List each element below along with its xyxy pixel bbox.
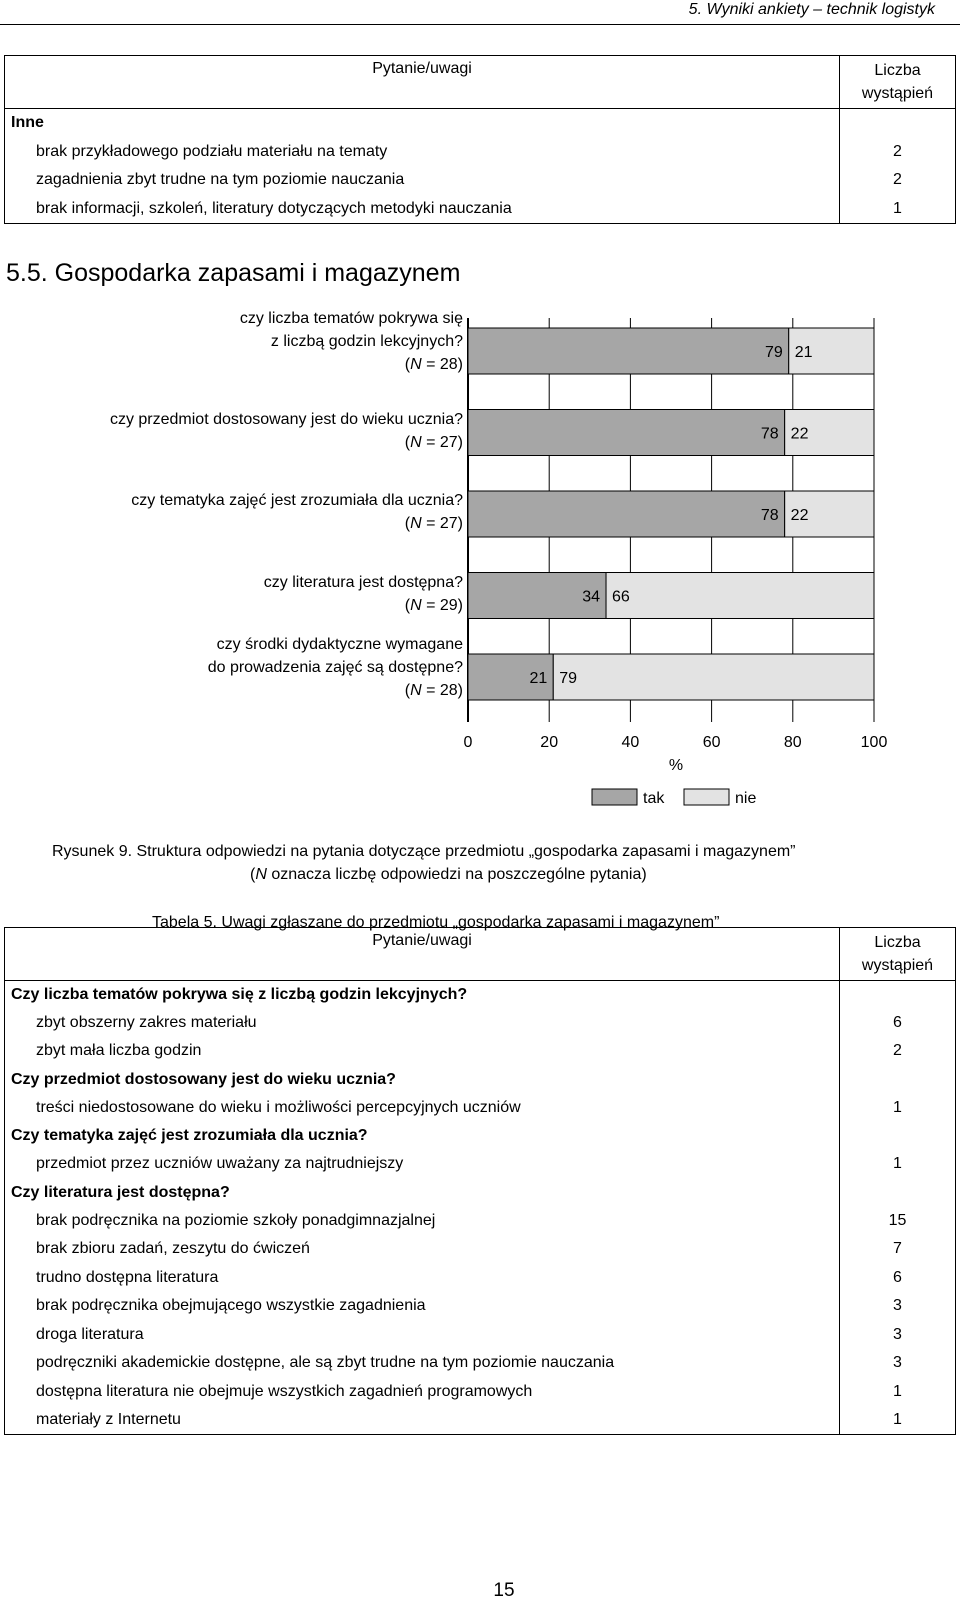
category-label-line [131,512,463,535]
category-label [208,633,463,702]
bar-tak [468,410,785,456]
category-count-cell [840,1066,956,1094]
category-label-line: czy tematyka zajęć jest zrozumiała dla ucznia? [131,492,463,509]
table-row [5,195,956,224]
row-count: 7 [840,1235,956,1264]
n-open: ( [404,356,411,373]
data-label-nie: 21 [794,344,813,361]
row-count: 1 [840,1378,956,1407]
category-label: Inne [5,109,840,138]
row-text: zagadnienia zbyt trudne na tym poziomie nauczania [5,166,840,195]
row-text: podręczniki akademickie dostępne, ale są zbyt trudne na tym poziomie nauczania [5,1349,840,1378]
row-count: 15 [840,1207,956,1236]
data-label-tak: 34 [582,588,601,606]
category-label-line [240,353,463,376]
chart-svg [0,318,960,818]
n-value: = 28) [421,682,463,699]
table-category-row [5,1066,956,1094]
row-text: materiały z Internetu [5,1406,840,1435]
table-prev [4,55,956,224]
n-value: = 27) [421,515,463,532]
col-header-question: Pytanie/uwagi [5,56,840,109]
row-text: trudno dostępna literatura [5,1264,840,1293]
n-symbol: N [410,356,422,373]
x-tick-label: 80 [783,734,802,751]
row-count: 3 [840,1292,956,1321]
category-label-line [264,594,463,617]
bar-nie [553,654,874,700]
x-tick-label: 20 [540,734,559,751]
x-axis-label: % [668,757,684,774]
table-row [5,1264,956,1293]
data-label-tak: 21 [529,670,548,687]
row-text: brak zbioru zadań, zeszytu do ćwiczeń [5,1235,840,1264]
page-number: 15 [493,1580,515,1601]
row-count: 2 [840,166,956,195]
bar-nie [606,573,874,619]
running-header: 5. Wyniki ankiety – technik logistyk [688,1,935,18]
col-header-count: Liczba wystąpień [840,928,956,981]
row-count: 2 [840,1037,956,1066]
table5-caption: Tabela 5. Uwagi zgłaszane do przedmiotu „gospodarka zapasami i magazynem” [152,914,720,931]
row-count: 1 [840,1094,956,1123]
category-label-line: czy środki dydaktyczne wymagane [216,636,463,653]
category-label [240,307,463,376]
table-category-row [5,981,956,1009]
n-symbol: N [410,682,422,699]
category-label: Czy liczba tematów pokrywa się z liczbą godzin lekcyjnych? [5,981,840,1009]
section-title: 5.5. Gospodarka zapasami i magazynem [6,259,461,287]
n-open: ( [404,596,411,614]
col-header-count: Liczba wystąpień [840,56,956,109]
x-tick-label: 0 [463,734,473,751]
table-row [5,1378,956,1407]
caption-rest: oznacza liczbę odpowiedzi na poszczególne pytania) [266,866,647,883]
category-label-line: czy przedmiot dostosowany jest do wieku ucznia? [109,410,463,428]
data-label-nie: 66 [612,588,630,606]
legend-swatch-nie [684,789,729,805]
category-label: Czy literatura jest dostępna? [5,1179,840,1207]
bar-tak [468,328,789,374]
table-row [5,1292,956,1321]
category-label-line [110,431,463,454]
legend-label-nie: nie [735,790,757,807]
table-row [5,1094,956,1123]
row-count: 1 [840,1150,956,1179]
n-value: = 28) [421,356,463,373]
table-row [5,1207,956,1236]
row-count: 6 [840,1009,956,1038]
caption-paren: ( [250,866,256,883]
row-text: brak podręcznika na poziomie szkoły ponadgimnazjalnej [5,1207,840,1236]
row-text: brak informacji, szkoleń, literatury dotyczących metodyki nauczania [5,195,840,224]
category-label [131,489,463,535]
table-row [5,166,956,195]
table-row [5,1235,956,1264]
n-symbol: N [410,433,422,451]
x-tick-label: 40 [621,734,640,751]
table-category-row [5,1179,956,1207]
row-text: brak podręcznika obejmującego wszystkie zagadnienia [5,1292,840,1321]
n-symbol: N [410,596,422,614]
data-label-nie: 22 [790,507,809,524]
table-row [5,1009,956,1038]
row-count: 6 [840,1264,956,1293]
category-label: Czy tematyka zajęć jest zrozumiała dla ucznia? [5,1122,840,1150]
n-value: = 29) [421,596,463,614]
col-header-question: Pytanie/uwagi [5,928,840,981]
category-label-line: do prowadzenia zajęć są dostępne? [207,659,463,676]
table-category-row [5,109,956,138]
n-open: ( [404,433,411,451]
category-label-line: z liczbą godzin lekcyjnych? [270,333,463,350]
row-count: 1 [840,195,956,224]
legend-swatch-tak [592,789,637,805]
category-count-cell [840,109,956,138]
data-label-tak: 78 [760,507,779,524]
figure-caption-line1: Rysunek 9. Struktura odpowiedzi na pytania dotyczące przedmiotu „gospodarka zapasami i magazynem” [52,843,796,860]
n-value: = 27) [421,433,463,451]
header-rule [0,24,960,25]
data-label-nie: 79 [559,670,578,687]
figure-caption-line2 [52,863,912,886]
row-text: brak przykładowego podziału materiału na tematy [5,138,840,167]
category-label-line [208,679,463,702]
figure-caption [52,840,912,886]
category-label [110,408,463,454]
x-tick-label: 60 [702,734,721,751]
legend-label-tak: tak [643,790,665,807]
row-count: 3 [840,1321,956,1350]
category-label-line: czy liczba tematów pokrywa się [239,310,463,327]
row-count: 3 [840,1349,956,1378]
row-count: 2 [840,138,956,167]
row-text: dostępna literatura nie obejmuje wszystkich zagadnień programowych [5,1378,840,1407]
stacked-bar-chart [0,310,960,818]
n-open: ( [404,682,411,699]
table-row [5,1406,956,1435]
table-row [5,1150,956,1179]
row-text: przedmiot przez uczniów uważany za najtrudniejszy [5,1150,840,1179]
table-row [5,1349,956,1378]
n-open: ( [404,515,411,532]
table-row [5,1037,956,1066]
row-text: treści niedostosowane do wieku i możliwości percepcyjnych uczniów [5,1094,840,1123]
row-text: zbyt obszerny zakres materiału [5,1009,840,1038]
data-label-tak: 78 [760,425,779,443]
category-label [264,571,463,617]
data-label-tak: 79 [764,344,783,361]
x-tick-label: 100 [860,734,888,751]
row-text: zbyt mała liczba godzin [5,1037,840,1066]
bar-tak [468,491,785,537]
category-label-line: czy literatura jest dostępna? [263,573,463,591]
category-label: Czy przedmiot dostosowany jest do wieku ucznia? [5,1066,840,1094]
category-count-cell [840,1179,956,1207]
data-label-nie: 22 [790,425,809,443]
table-row [5,138,956,167]
caption-n: N [255,866,267,883]
table5 [4,927,956,1435]
n-symbol: N [410,515,422,532]
table-category-row [5,1122,956,1150]
row-count: 1 [840,1406,956,1435]
category-count-cell [840,981,956,1009]
category-count-cell [840,1122,956,1150]
row-text: droga literatura [5,1321,840,1350]
table-row [5,1321,956,1350]
